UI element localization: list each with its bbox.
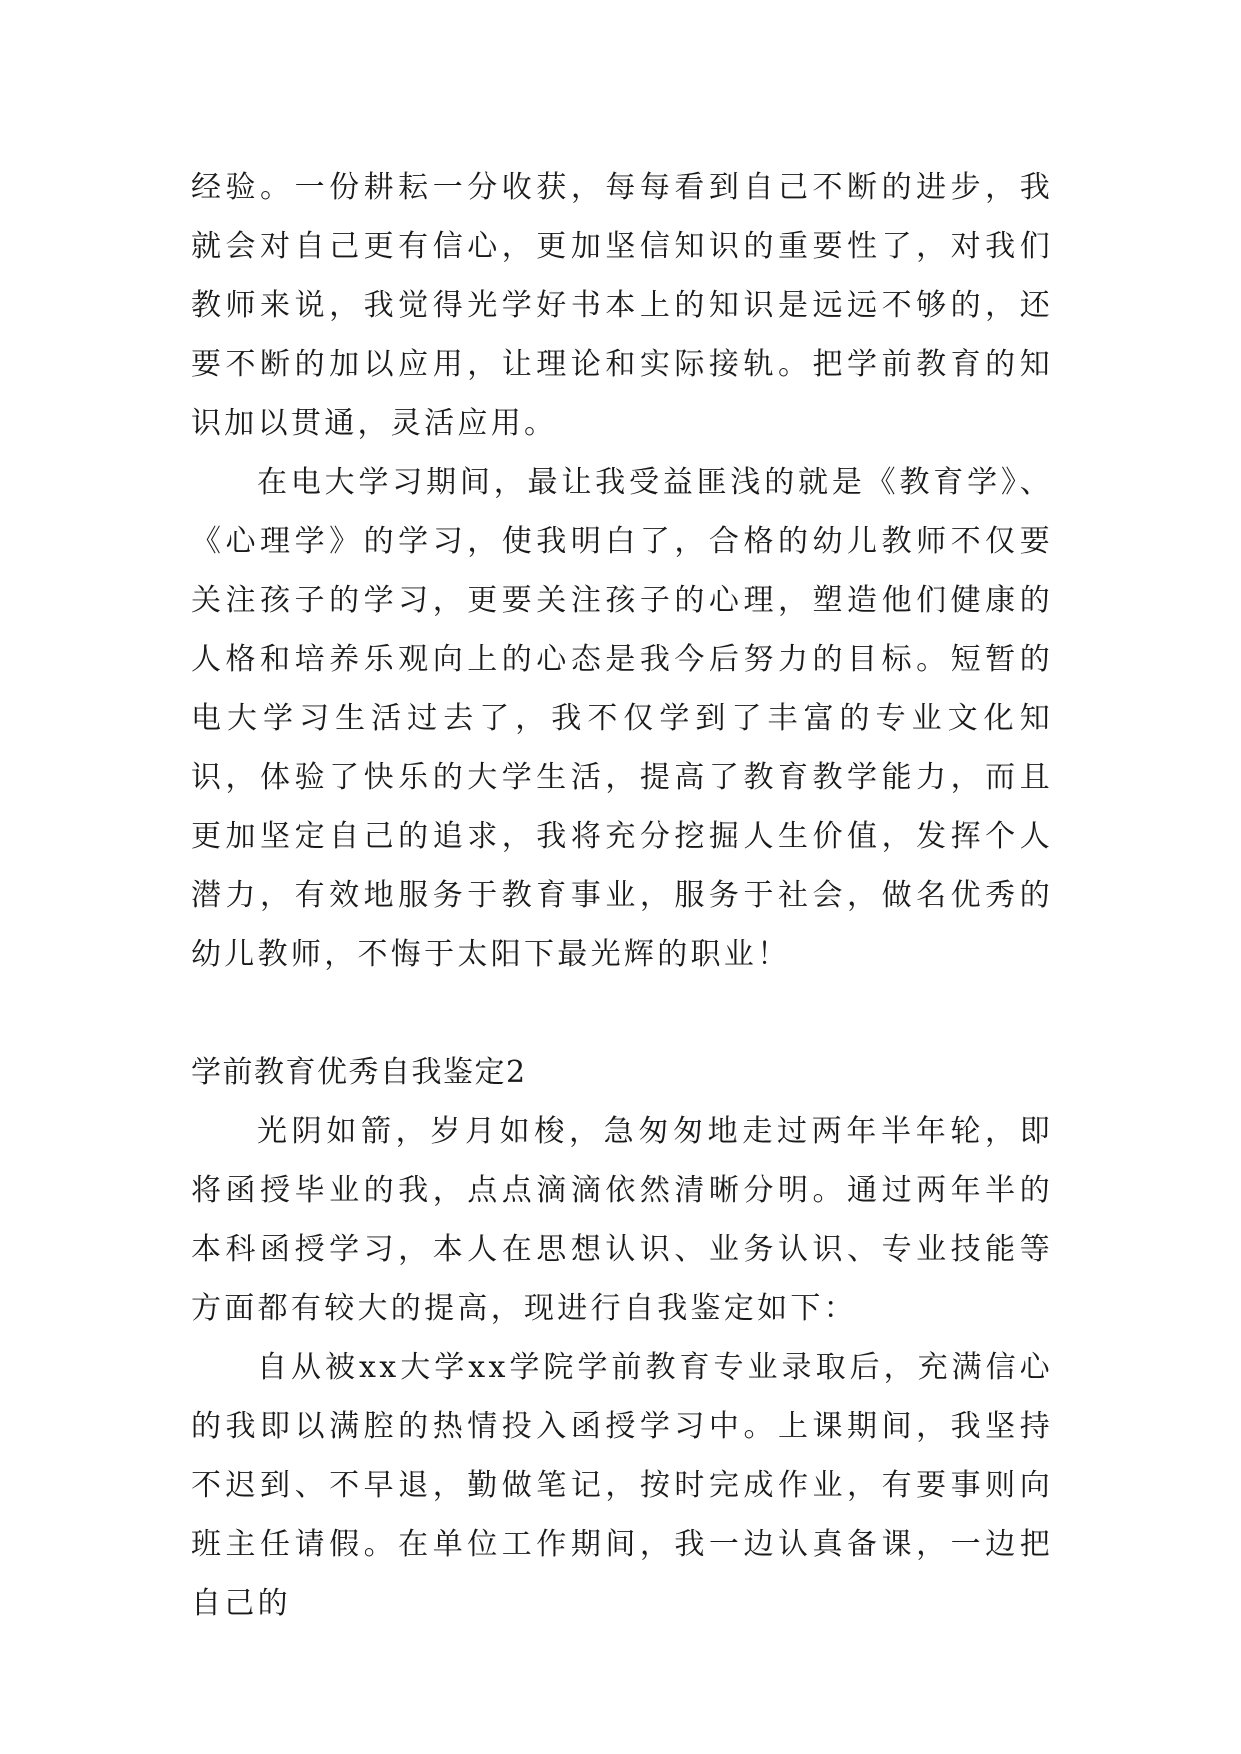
paragraph-enrollment: 自从被xx大学xx学院学前教育专业录取后，充满信心的我即以满腔的热情投入函授学习中。上课期间，我坚持不迟到、不早退，勤做笔记，按时完成作业，有要事则向班主任请假。在单位工作期间，我一边认真备课，一边把自己的: [191, 1350, 1053, 1621]
section-gap: [191, 984, 1053, 1043]
paragraph-study-reflection: 在电大学习期间，最让我受益匪浅的就是《教育学》、《心理学》的学习，使我明白了，合格的幼儿教师不仅要关注孩子的学习，更要关注孩子的心理，塑造他们健康的人格和培养乐观向上的心态是我今后努力的目标。短暂的电大学习生活过去了，我不仅学到了丰富的专业文化知识，体验了快乐的大学生活，提高了教育教学能力，而且更加坚定自己的追求，我将充分挖掘人生价值，发挥个人潜力，有效地服务于教育事业，服务于社会，做名优秀的幼儿教师，不悔于太阳下最光辉的职业！: [191, 465, 1053, 972]
document-body: [191, 158, 1053, 1633]
paragraph-intro: 光阴如箭，岁月如梭，急匆匆地走过两年半年轮，即将函授毕业的我，点点滴滴依然清晰分明。通过两年半的本科函授学习，本人在思想认识、业务认识、专业技能等方面都有较大的提高，现进行自我鉴定如下：: [191, 1114, 1053, 1326]
section-title: 学前教育优秀自我鉴定2: [191, 1055, 527, 1090]
paragraph-continuation: 经验。一份耕耘一分收获，每每看到自己不断的进步，我就会对自己更有信心，更加坚信知识的重要性了，对我们教师来说，我觉得光学好书本上的知识是远远不够的，还要不断的加以应用，让理论和实际接轨。把学前教育的知识加以贯通，灵活应用。: [191, 170, 1053, 441]
